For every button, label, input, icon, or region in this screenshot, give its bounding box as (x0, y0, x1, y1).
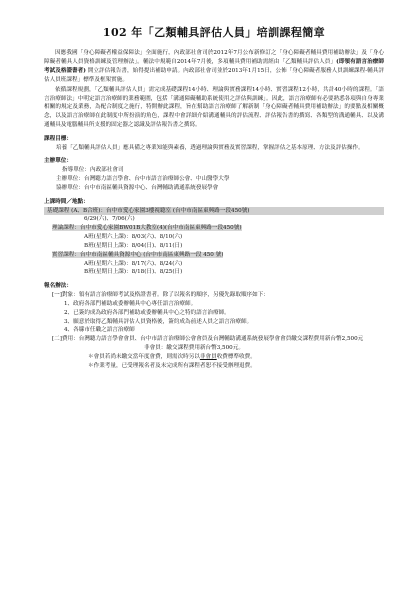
host-unit-row: 主辦單位：台灣聽力語言學會、台中市語言治療師公會、中山醫學大學 (56, 176, 230, 183)
basic-course-dates: 6/29(六)、7/06(六) (84, 216, 135, 223)
purpose-heading: 課程目標： (44, 135, 72, 142)
theory-course-label: 理論課程 (52, 225, 75, 232)
priority-item: 1、政府各部門補助或委辦輔具中心專任語言治療師。 (64, 300, 197, 307)
nonmember-underlined: 非會員 (199, 353, 217, 360)
co-host-unit-row: 協辦單位：台中市南區輔具資源中心、台灣輔助溝通系統發展學會 (56, 184, 219, 191)
purpose-text: 培養「乙類輔具評估人員」應具備之專業知能與素養，透過理論與實務及實習課程，掌握評估之基本原理、方法及評估操作。 (56, 144, 364, 151)
priority-item: 4、各縣市任職之語言治療師 (64, 327, 135, 334)
fee-section (44, 335, 384, 353)
intro-paragraph-2: 依循課程規劃，「乙類輔具評估人員」需完成基礎課程14小時、理論與實務課程14小時、實習課程12小時，共計40小時的課程。「語言治療師法」中明定語言治療師的業務範圍，包括「溝通障礙輔助系統使用之評估與訓練」。因此，語言治療師有必要熟悉各項與自身專業相關的規定及業務，為配合制度之施行，特開辦此課程，旨在幫助語言治療師了解新制「身心障礙者輔具費用補助辦法」的要點及相關概念，以及語言治療師在此制度中所扮演的角色，課程中會詳細介紹溝通輔具的評估流程、評估報告書的撰寫、各類型的溝通輔具、以及溝通輔具及電腦輔具所支援的固定器之認識及評估報告書之撰寫。 (44, 86, 384, 128)
page-title: 102 年「乙類輔具評估人員」培訓課程簡章 (102, 26, 326, 39)
guiding-unit-row: 指導單位：內政部社會司 (62, 167, 124, 174)
fee-note-2: ＊作業考量，已受理報名者及未完成所有課程者恕不接受辦理退費。 (88, 362, 256, 369)
intro-section (44, 49, 384, 129)
theory-session-b: B班(星期日上課)：8/04(日)、8/11(日) (84, 242, 183, 249)
basic-course-venue: 基礎課程 (A、B合班)：台中市愛心家園3樓視聽室 (台中市南區東興路一段450號) (44, 207, 384, 216)
theory-session-a: A班(星期六上課)：8/03(六)、8/10(六) (84, 234, 183, 241)
schedule-heading: 上課時間／地點： (44, 198, 89, 205)
practice-course-label: 實習課程 (52, 251, 75, 258)
member-fee-line: [二]費用：台灣聽力語言學會會員、台中市語言治療師公會會員及台灣輔助溝通系統發展學會會員繳交課程費用新台幣2,500元 (52, 336, 364, 343)
qualification-highlight: (即領有語言治療師考試及格證書者) (44, 59, 384, 75)
practice-session-a: A班(星期六上課)：8/17(六)、8/24(六) (84, 260, 183, 267)
priority-item: 2、已簽約成為政府各部門補助或委辦輔具中心之特約語言治療師。 (64, 309, 230, 316)
fee-note-1: ＊會員若尚未繳交當年度會費，則需次時另以非會員收費標準收費。 (88, 353, 256, 360)
registration-heading: 報名辦法： (44, 283, 72, 290)
eligibility-line: [一]對象：領有語言治療師考試及格證書者。除了以報名的順序，另優先錄取順序如下： (52, 292, 269, 299)
practice-session-b: B班(星期日上課)：8/18(日)、8/25(日) (84, 269, 183, 276)
practice-course-venue: 實習課程：台中市南區輔具資源中心 (台中市南區東興路一段 450 號) (52, 251, 224, 258)
nonmember-fee-line: 非會員：繳交課程費用新台幣3,500元。 (144, 345, 244, 352)
organizer-heading: 主辦單位： (44, 158, 72, 165)
priority-item: 3、願意於取得乙類輔具評估人員資格後，簽約成為前述人員之語言治療師。 (64, 318, 253, 325)
theory-course-venue: 理論課程：台中市愛心家園BW01B大教室(4)(台中市南區東興路一段450號) (52, 225, 242, 232)
intro-paragraph-1: 因應我國「身心障礙者權益保障法」全面施行，內政部社會司於2012年7月公布新修訂之「身心障礙者輔具費用補助辦法」及「身心障礙者輔具人員資格訓練及管理辦法」。輔法中規範自2014年7月後，多項輔具費用補助需經由「乙類輔具評估人員」(即領有語言治療師考試及格證書者) 開立評估報告書，始得提出補助申請。內政部社會司並於2013年1月15日，公佈「身心障礙者服務人員訓練課程-輔具評估人員班課程」標準及框架實施。 (44, 50, 384, 83)
